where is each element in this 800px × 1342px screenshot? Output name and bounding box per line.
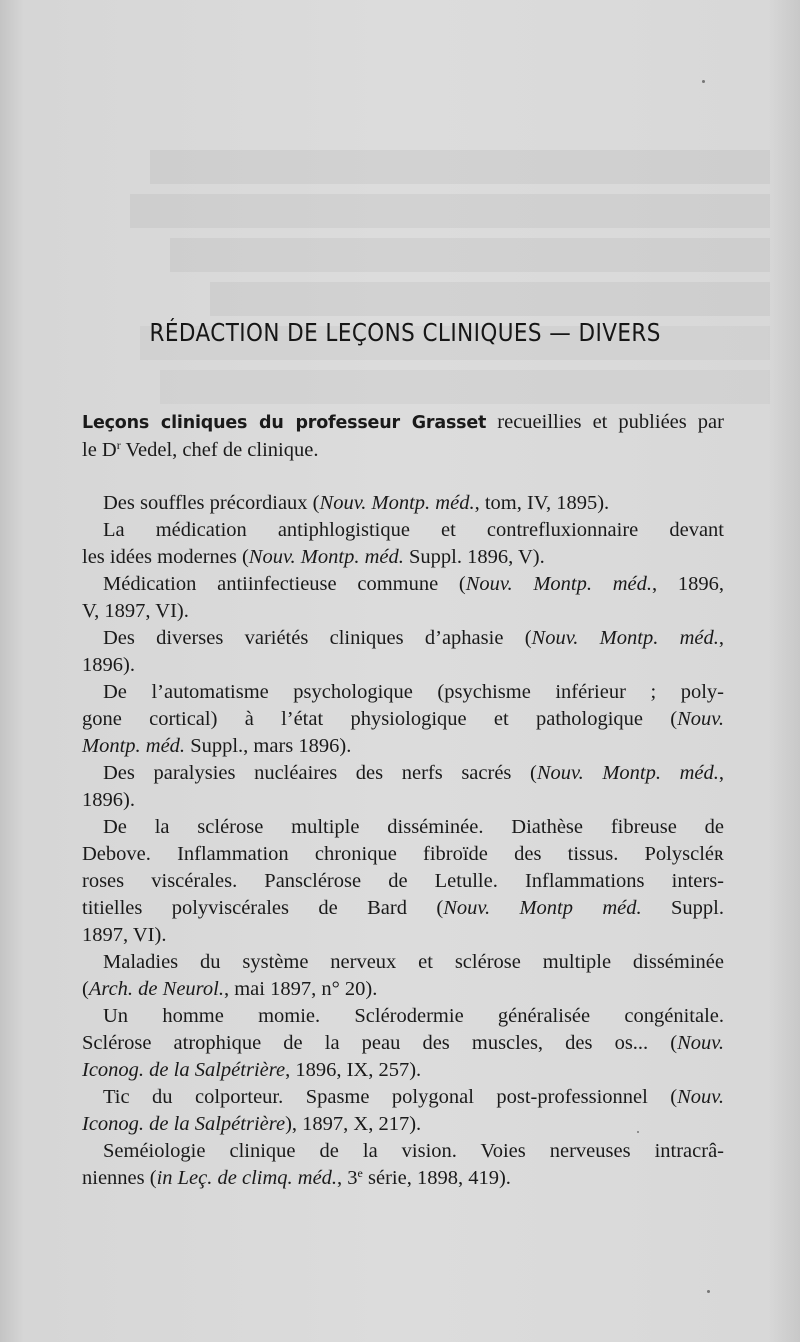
- entry-6-ref: ,: [718, 762, 724, 784]
- entry-1: [82, 490, 724, 517]
- entry-5-journal-b: Montp. méd.: [82, 735, 186, 757]
- intro-line-2-a: le D: [82, 439, 117, 461]
- entry-8-line-1: Maladies du système nerveux et sclérose multiple disséminée: [103, 951, 724, 973]
- entry-1-text: Des souffles précordiaux (: [103, 492, 320, 514]
- entry-5-text: gone cortical) à l’état physiologique et pathologique (: [82, 708, 678, 730]
- entry-2: [82, 517, 724, 571]
- page-speck: [707, 1290, 710, 1293]
- entry-4-line-2: 1896).: [82, 654, 135, 676]
- entry-5-journal-a: Nouv.: [677, 708, 724, 730]
- entry-9-text: Sclérose atrophique de la peau des muscles, des os... (: [82, 1032, 678, 1054]
- entry-3-line-2: V, 1897, VI).: [82, 600, 189, 622]
- entry-10-text: Tic du colporteur. Spasme polygonal post-professionnel (: [103, 1086, 678, 1108]
- entry-9: [82, 1003, 724, 1084]
- entry-11-ref-b: série, 1898, 419).: [362, 1167, 511, 1189]
- entry-4: [82, 625, 724, 679]
- entry-2-text: les idées modernes (: [82, 546, 249, 568]
- entry-7-line-5: 1897, VI).: [82, 924, 167, 946]
- intro-line-2-b: Vedel, chef de clinique.: [120, 439, 319, 461]
- entry-11-text: niennes (: [82, 1167, 157, 1189]
- entry-8-ref: , mai 1897, n° 20).: [223, 978, 378, 1000]
- entry-7-journal: Nouv. Montp méd.: [443, 897, 642, 919]
- entry-2-line-1: La médication antiphlogistique et contrefluxionnaire devant: [103, 519, 724, 541]
- entry-3: [82, 571, 724, 625]
- entry-11-line-1: Seméiologie clinique de la vision. Voies nerveuses intracrâ-: [103, 1140, 724, 1162]
- entry-9-journal-b: Iconog. de la Salpétrière: [82, 1059, 286, 1081]
- entry-9-journal-a: Nouv.: [677, 1032, 724, 1054]
- entry-5: [82, 679, 724, 760]
- entry-7-ref: Suppl.: [641, 897, 724, 919]
- entry-4-ref: ,: [718, 627, 724, 649]
- page-speck: [702, 80, 705, 83]
- entry-7-line-1: De la sclérose multiple disséminée. Diathèse fibreuse de: [103, 816, 724, 838]
- entry-7-line-2: Debove. Inflammation chronique fibroïde des tissus. Polyscléʀ: [82, 843, 724, 865]
- entry-2-ref: Suppl. 1896, V).: [403, 546, 545, 568]
- entry-4-journal: Nouv. Montp. méd.: [531, 627, 719, 649]
- entry-10-journal-a: Nouv.: [677, 1086, 724, 1108]
- entry-5-line-1: De l’automatisme psychologique (psychisme inférieur ; poly-: [103, 681, 724, 703]
- entry-11: [82, 1138, 724, 1192]
- intro-rest: recueillies et publiées par: [486, 411, 724, 433]
- entry-5-ref: Suppl., mars 1896).: [185, 735, 352, 757]
- entry-6-text: Des paralysies nucléaires des nerfs sacrés (: [103, 762, 537, 784]
- entry-11-journal: in Leç. de climq. méd.: [156, 1167, 338, 1189]
- entry-6-journal: Nouv. Montp. méd.: [536, 762, 719, 784]
- entry-7-text: titielles polyviscérales de Bard (: [82, 897, 444, 919]
- entry-4-text: Des diverses variétés cliniques d’aphasie (: [103, 627, 532, 649]
- intro-line-1: [82, 409, 724, 437]
- entry-6: [82, 760, 724, 814]
- entry-11-superscript: e: [357, 1166, 363, 1180]
- page-speck: [637, 1131, 639, 1133]
- intro-paragraph: [82, 409, 724, 464]
- entry-8-paren: (: [82, 978, 89, 1000]
- entry-7-line-3: roses viscérales. Pansclérose de Letulle. Inflammations inters-: [82, 870, 724, 892]
- entry-8: [82, 949, 724, 1003]
- bleed-through-texture: [70, 150, 770, 414]
- entry-3-journal: Nouv. Montp. méd.: [465, 573, 653, 595]
- entry-3-text: Médication antiinfectieuse commune (: [103, 573, 466, 595]
- entry-9-ref: , 1896, IX, 257).: [285, 1059, 422, 1081]
- entry-8-journal: Arch. de Neurol.: [88, 978, 224, 1000]
- entry-10: [82, 1084, 724, 1138]
- entry-1-ref: , tom, IV, 1895).: [474, 492, 610, 514]
- entry-10-journal-b: Iconog. de la Salpétrière: [82, 1113, 286, 1135]
- doctor-superscript: r: [116, 438, 121, 452]
- intro-line-2: [82, 437, 724, 464]
- entry-10-ref: ), 1897, X, 217).: [285, 1113, 422, 1135]
- entry-3-ref: , 1896,: [652, 573, 724, 595]
- entry-9-line-1: Un homme momie. Sclérodermie généralisée congénitale.: [103, 1005, 724, 1027]
- intro-bold-title: Leçons cliniques du professeur Grasset: [82, 413, 487, 433]
- bibliography-list: [82, 490, 724, 1192]
- section-heading: RÉDACTION DE LEÇONS CLINIQUES — DIVERS: [149, 318, 661, 347]
- entry-1-journal: Nouv. Montp. méd.: [319, 492, 475, 514]
- entry-7: [82, 814, 724, 949]
- entry-2-journal: Nouv. Montp. méd.: [248, 546, 404, 568]
- entry-6-line-2: 1896).: [82, 789, 135, 811]
- entry-11-ref-a: , 3: [337, 1167, 358, 1189]
